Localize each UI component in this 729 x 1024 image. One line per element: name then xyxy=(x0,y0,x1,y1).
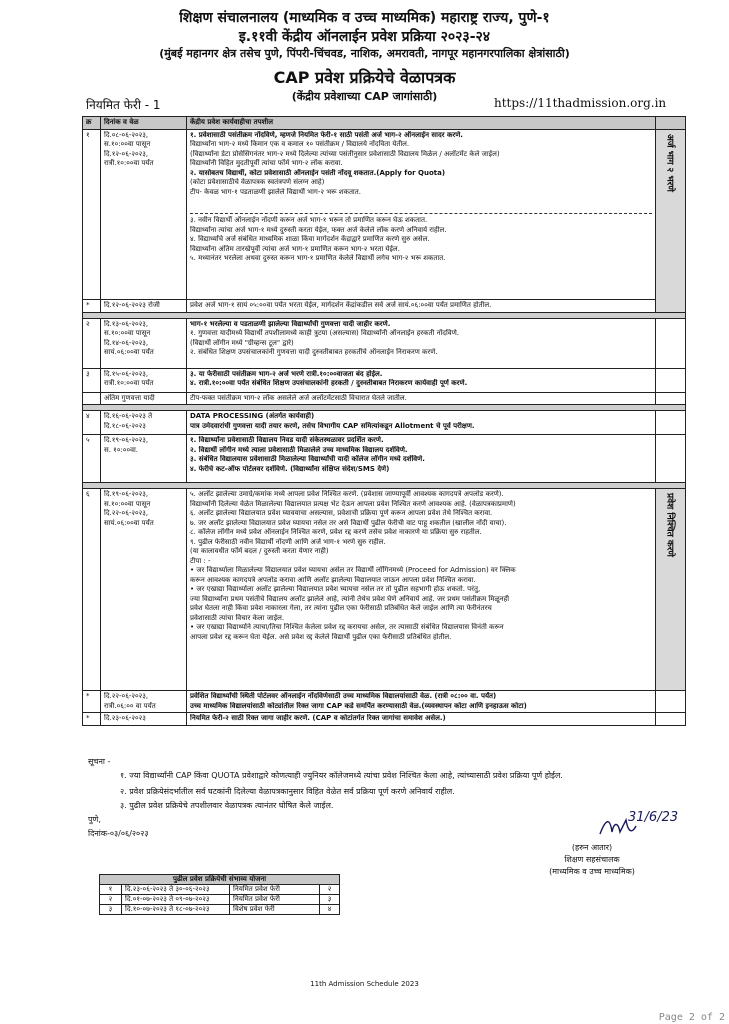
signatory-name: (हरुन आतार) xyxy=(571,843,613,852)
row-activity: प्रवेश अर्ज भाग-१ सायं ०५:००वा पर्यंत भरता येईल, मार्गदर्शन केंद्रांकडील सर्व अर्ज सायं.०६:००वा पर्यंत प्रमाणित होतील. xyxy=(187,299,656,312)
row-no: १ xyxy=(83,129,101,299)
stage-cell-application xyxy=(656,129,686,312)
table-row xyxy=(83,713,686,726)
note-item: २. प्रवेश प्रक्रियेसंदर्भातील सर्व घटकांनी दिलेल्या वेळापत्रकानुसार विहित वेळेत सर्व प्रक्रिया पूर्ण करणे अनिवार्य राहील. xyxy=(120,787,455,796)
row-activity: DATA PROCESSING (अंतर्गत कार्यवाही) पात्र उमेदवारांची गुणवत्ता यादी तयार करणे, तसेच विभागीय CAP समित्यांकडून Allotment चे पूर्व परीक्षण. xyxy=(187,411,656,435)
row-date: अंतिम गुणवत्ता यादी xyxy=(101,392,187,405)
table-row xyxy=(83,411,686,435)
row-activity: नियमित फेरी-२ साठी रिक्त जागा जाहीर करणे. (CAP व कोटांतर्गत रिक्त जागांचा समावेश असेल.) xyxy=(187,713,656,726)
row-no: * xyxy=(83,713,101,726)
row-no: ६ xyxy=(83,489,101,691)
header-line-1: शिक्षण संचालनालय (माध्यमिक व उच्च माध्यमिक) महाराष्ट्र राज्य, पुणे-१ xyxy=(179,10,550,26)
table-header-row xyxy=(83,117,686,130)
row-no: * xyxy=(83,299,101,312)
row-activity: १. विद्यार्थ्यांना प्रवेशासाठी विद्यालय निवड यादी संकेतस्थळावर प्रदर्शित करणे. २. विद्यार्थी लॉगीन मध्ये त्याला प्रवेशासाठी मिळालेले उच्च माध्यमिक विद्यालय दर्शविणे. ३. संबंधित विद्यालयास प्रवेशासाठी मिळालेल्या विद्यार्थ्यांची यादी कॉलेज लॉगीन मध्ये दर्शविणे. ४. फेरीचे कट-ऑफ पोर्टलवर दर्शविणे. (विद्यार्थ्यांना संक्षिप्त संदेश/SMS देणे) xyxy=(187,435,656,483)
schedule-table xyxy=(82,116,686,726)
row-activity: १. प्रवेशासाठी पसंतीक्रम नोंदविणे, म्हणजे नियमित फेरी-१ साठी पसंती अर्ज भाग-२ ऑनलाईन सादर करणे. विद्यार्थ्यांना भाग-२ मध्ये किमान एक व कमाल १० पसंतीक्रम / विद्यालये नोंदविता येतील. (विद्यार्थ्यांना डेटा प्रोसेसिंगनंतर भाग-२ मध्ये दिलेल्या त्यांच्या पसंतीनुसार प्रवेशासाठी विद्यालय मिळेल / अलॉटमेंट केले जाईल) विद्यार्थ्यांनी विहित मुदतीपूर्वी त्यांचा फॉर्म भाग-२ लॉक करावा. २. यासोबतच विद्यार्थी, कोटा प्रवेशासाठी ऑनलाईन पसंती नोंदवू शकतात.(Apply for Quota) (कोटा प्रवेशासाठीचे वेळापत्रक स्वतंत्रपणे संलग्न आहे) टीप- केवळ भाग-१ पडताळणी झालेले विद्यार्थी भाग-२ भरू शकतात. ३. नवीन विद्यार्थी ऑनलाईन नोंदणी करून अर्ज भाग-१ भरून तो प्रमाणित करून घेऊ शकतात. विद्यार्थ्यांना त्यांचा अर्ज भाग-१ मध्ये दुरुस्ती करता येईल, फक्त अर्ज केलेले लॉक करणे अनिवार्य राहील. ४. विद्यार्थ्यांचे अर्ज संबंधित माध्यमिक शाळा किंवा मार्गदर्शन केंद्राद्वारे प्रमाणित करणे सुरु असेल. विद्यार्थ्यांना अंतिम तारखेपूर्वी त्यांचा अर्ज भाग-१ प्रमाणित करून भाग-२ भरता येईल. ५. मध्यानंतर भरलेला अथवा दुरुस्त करून भाग-१ प्रमाणित केलेले विद्यार्थी लगेच भाग-२ भरू शकतात. xyxy=(187,129,656,299)
table-row xyxy=(83,368,686,392)
row-date: दि.२३-०६-२०२३ xyxy=(101,713,187,726)
table-row: ३ दि.१०-०७-२०२३ ते १८-०७-२०२३ विशेष प्रवेश फेरी ४ xyxy=(100,905,340,915)
signatory-office: (माध्यमिक व उच्च माध्यमिक) xyxy=(549,867,635,876)
row-no: २ xyxy=(83,318,101,368)
table-row xyxy=(83,691,686,713)
row-date: दि.१९-०६-२०२३, स. १०:००वा. xyxy=(101,435,187,483)
row-no: ३ xyxy=(83,368,101,392)
row-date: दि.१३-०६-२०२३, स.१०:००वा पासून दि.१४-०६-२०२३, सायं.०६:००वा पर्यंत xyxy=(101,318,187,368)
row-activity: ३. या फेरीसाठी पसंतीक्रम भाग-२ अर्ज भरणे रात्री.१०:००वाजता बंद होईल. ४. रात्री.१०:००वा पर्यंत संबंधित शिक्षण उपसंचालकांनी हरकती / दुरुस्तीबाबत निराकरण कार्यवाही पूर्ण करणे. xyxy=(187,368,656,392)
page-footer: 11th Admission Schedule 2023 xyxy=(310,980,419,988)
row-no: ५ xyxy=(83,435,101,483)
table-row xyxy=(83,392,686,405)
row-activity: ५. अलॉट झालेल्या उमाग्रे/कमांक मध्ये आपला प्रवेश निश्चित करणे. (प्रवेशास जाण्यापूर्वी आवश्यक कागदपत्रे अपलोड करणे). विद्यार्थ्यांनी दिलेल्या वेळेत मिळालेल्या विद्यालयात प्रत्यक्ष भेट देऊन आपला प्रवेश निश्चित करणे आवश्यक आहे. (वेळापत्रकाप्रमाणे) ६. अलॉट झालेल्या विद्यालयात प्रवेश घ्यावयाचा असल्यास, प्रवेशाची प्रक्रिया पूर्ण करून आपला प्रवेश तेथे निश्चित करावा. ७. जर अलॉट झालेल्या विद्यालयात प्रवेश घ्यायचा नसेल तर असे विद्यार्थी पुढील फेरीची वाट पाहू शकतील (खालील नोंदी वाचा). ८. कॉलेज लॉगीन मध्ये प्रवेश ऑनलाईन निश्चित करणे, प्रवेश रद्द करणे तसेच प्रवेश नाकारणे या प्रक्रिया सुरु राहतील. ९. पुढील फेरीसाठी नवीन विद्यार्थी नोंदणी आणि अर्ज भाग-१ भरणे सुरु राहील. (या कालावधीत फॉर्म बदल / दुरुस्ती करता येणार नाही) टीपा : - • जर विद्यार्थ्याला मिळालेल्या विद्यालयात प्रवेश घ्यायचा असेल तर विद्यार्थी लॉगिनमध्ये (Proceed for Admission) वर क्लिक करून आवश्यक कागदपत्रे अपलोड करावा आणि अलॉट झालेल्या विद्यालयात जाऊन आपला प्रवेश निश्चित करावा. • जर एखाद्या विद्यार्थ्याला अलॉट झालेल्या विद्यालयात प्रवेश घ्यायचा नसेल तर तो पुढील सहभागी होऊ शकतो. परंतु, ज्या विद्यार्थ्यांना प्रथम पसंतीचे विद्यालय अलॉट झालेले आहे, त्यांनी तेथेच प्रवेश घेणे अनिवार्य आहे. जर प्रथम पसंतीक्रम मिळूनही प्रवेश घेतला नाही किंवा प्रवेश नाकारला गेला, तर त्यांना पुढील एका फेरीसाठी प्रतिबंधित केले जाईल आणि त्या फेरीनंतरच प्रवेशासाठी त्यांचा विचार केला जाईल. • जर एखाद्या विद्यार्थ्याने त्याचा/तिचा निश्चित केलेला प्रवेश रद्द करायचा असेल, तर त्यासाठी संबंधित विद्यालयास विनंती करून आपला प्रवेश रद्द करून घेता येईल. असे प्रवेश रद्द केलेले विद्यार्थी पुढील एका फेरीसाठी प्रतिबंधित होतील. xyxy=(187,489,656,691)
row-date: दि.१९-०६-२०२३, स.१०:००वा पासून दि.२२-०६-२०२३, सायं.०६:००वा पर्यंत xyxy=(101,489,187,691)
page-number: Page 2 of 2 xyxy=(658,1012,725,1023)
stage-label-application: अर्ज भाग २ भरणे xyxy=(664,133,675,192)
note-item: १. ज्या विद्यार्थ्यांनी CAP किंवा QUOTA प्रवेशाद्वारे कोणत्याही ज्युनियर कॉलेजमध्ये त्यांचा प्रवेश निश्चित केला आहे, त्यांच्यासाठी प्रवेश प्रक्रिया पूर्ण होईल. xyxy=(120,771,563,780)
col-header-activity: केंद्रीय प्रवेश कार्यवाहीचा तपशील xyxy=(187,117,656,130)
table-row xyxy=(83,489,686,691)
document-subtitle: (केंद्रीय प्रवेशाच्या CAP जागांसाठी) xyxy=(291,90,438,103)
col-header-date: दिनांक व वेळ xyxy=(101,117,187,130)
table-row xyxy=(83,129,686,299)
row-activity: भाग-१ भरलेल्या व पडताळणी झालेल्या विद्यार्थ्यांची गुणवत्ता यादी जाहीर करणे. १. गुणवत्ता यादीमध्ये विद्यार्थी तपशीलामध्ये काही त्रुटया (असल्यास) विद्यार्थ्यांनी ऑनलाईन हरकती नोंदविणे. (विद्यार्थी लॉगीन मध्ये "ग्रीव्हन्स टूल" द्वारे) २. संबंधित शिक्षण उपसंचालकांनी गुणवत्ता यादी दुरुस्तीबाबत हरकतींचे ऑनलाईन निराकरण करणे. xyxy=(187,318,656,368)
website-link[interactable]: https://11thadmission.org.in xyxy=(494,96,667,110)
stage-cell-confirmation xyxy=(656,489,686,691)
col-header-stage xyxy=(656,117,686,130)
row-activity: टीप-फक्त पसंतीक्रम भाग-२ लॉक असलेले अर्ज अलॉटमेंटसाठी विचारात घेतले जातील. xyxy=(187,392,656,405)
table-row xyxy=(83,435,686,483)
row-date: दि.०८-०६-२०२३, स.१०:००वा पासून दि.१२-०६-२०२३, रात्री.१०:००वा पर्यंत xyxy=(101,129,187,299)
note-item: ३. पुढील प्रवेश प्रक्रियेचे तपशीलवार वेळापत्रक त्यानंतर घोषित केले जाईल. xyxy=(120,801,334,810)
table-row: १ दि.२३-०६-२०२३ ते ३०-०६-२०२३ नियमित प्रवेश फेरी २ xyxy=(100,885,340,895)
row-activity: प्रवेशित विद्यार्थ्यांची स्थिती पोर्टलवर ऑनलाईन नोंदविणेसाठी उच्च माध्यमिक विद्यालयांसाठी वेळ. (रात्री ०८:०० वा. पर्यंत) उच्च माध्यमिक विद्यालयांसाठी कोट्यांतील रिक्त जागा CAP कडे समर्पित करण्यासाठी वेळ.(व्यवस्थापन कोटा आणि इनहाऊस कोटा) xyxy=(187,691,656,713)
stage-label-confirmation: प्रवेश निश्चित करणे xyxy=(664,493,675,557)
row-date: दि.१२-०६-२०२३ रोजी xyxy=(101,299,187,312)
header-line-2: इ.११वी केंद्रीय ऑनलाईन प्रवेश प्रक्रिया २०२३-२४ xyxy=(238,29,491,45)
signatory-designation: शिक्षण सहसंचालक xyxy=(564,855,620,864)
row-date: दि.२२-०६-२०२३, रात्री.०६:०० वा पर्यंत xyxy=(101,691,187,713)
row-date: दि.१६-०६-२०२३ ते दि.१८-०६-२०२३ xyxy=(101,411,187,435)
row-no: ४ xyxy=(83,411,101,435)
date-label: दिनांक-०३/०६/२०२३ xyxy=(88,829,149,838)
round-label: नियमित फेरी - 1 xyxy=(86,98,161,112)
notes-heading: सूचना - xyxy=(88,757,111,766)
table-row xyxy=(83,318,686,368)
header-line-3: (मुंबई महानगर क्षेत्र तसेच पुणे, पिंपरी-चिंचवड, नाशिक, अमरावती, नागपूर महानगरपालिका क्षेत्रांसाठी) xyxy=(159,47,570,60)
row-date: दि.१५-०६-२०२३, रात्री.१०:००वा पर्यंत xyxy=(101,368,187,392)
document-title: CAP प्रवेश प्रक्रियेचे वेळापत्रक xyxy=(273,68,456,87)
place-label: पुणे, xyxy=(88,815,101,824)
future-rounds-table xyxy=(99,874,340,915)
row-no: * xyxy=(83,691,101,713)
signature-date: 31/6/23 xyxy=(628,810,679,825)
table-row: २ दि.०१-०७-२०२३ ते ०९-०७-२०२३ नियमित प्रवेश फेरी ३ xyxy=(100,895,340,905)
future-rounds-heading: पुढील प्रवेश प्रक्रियेची संभाव्य योजना xyxy=(100,875,340,885)
table-row xyxy=(83,299,686,312)
row-no xyxy=(83,392,101,405)
col-header-no: क्र xyxy=(83,117,101,130)
